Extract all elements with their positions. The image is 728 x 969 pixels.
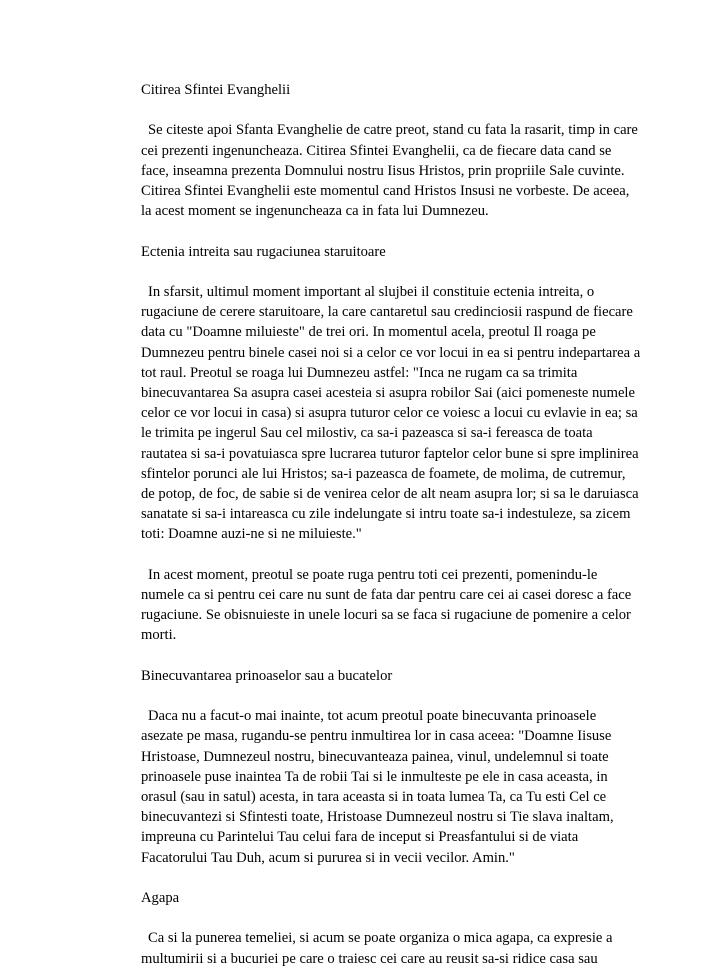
paragraph-text: In acest moment, preotul se poate ruga pentru toti cei prezenti, pomenindu-le numele ca si pentru cei care nu sunt de fata dar pentru care cei ai casei doresc a face rugaciune. Se obisnuieste in unele locuri sa se faca si rugaciune de pomenire a celor morti. [141,566,632,644]
paragraph-text: Ca si la punerea temeliei, si acum se poate organiza o mica agapa, ca expresie a multumirii si a bucuriei pe care o traiesc cei care au reusit sa-si ridice casa sau [141,930,613,967]
section-citirea-evangheliei [141,80,641,221]
paragraph [141,120,641,221]
paragraph [141,928,641,968]
document-page [141,80,641,969]
paragraph [141,565,641,646]
section-heading: Agapa [141,890,180,907]
paragraph [141,706,641,868]
section-agapa [141,888,641,969]
section-heading: Ectenia intreita sau rugaciunea staruitoare [141,243,386,260]
section-binecuvantarea-prinoaselor [141,666,641,868]
paragraph-text: Se citeste apoi Sfanta Evanghelie de catre preot, stand cu fata la rasarit, timp in care cei prezenti ingenuncheaza. Citirea Sfintei Evanghelii, ca de fiecare data cand se face, inseamna prezenta Domnului nostru Iisus Hristos, prin propriile Sale cuvinte. Citirea Sfintei Evanghelii este momentul cand Hristos Insusi ne vorbeste. De aceea, la acest moment se ingenuncheaza ca in fata lui Dumnezeu. [141,122,638,220]
section-heading: Binecuvantarea prinoaselor sau a bucatelor [141,667,393,684]
paragraph-text: Daca nu a facut-o mai inainte, tot acum preotul poate binecuvanta prinoasele asezate pe masa, rugandu-se pentru inmultirea lor in casa aceea: "Doamne Iisuse Hristoase, Dumnezeul nostru, binecuvanteaza painea, vinul, undelemnul si toate prinoasele puse inaintea Ta de robii Tai si le inmulteste pe ele in casa aceasta, in orasul (sau in satul) acesta, in tara aceasta si in toata lumea Ta, ca Tu esti Cel ce binecuvantezi si Sfintesti toate, Hristoase Dumnezeul nostru si Tie slava inaltam, impreuna cu Parintelui Tau celui fara de inceput si Preasfantului si de viata Facatorului Tau Duh, acum si pururea si in vecii vecilor. Amin." [141,708,614,866]
section-ectenia-intreita [141,242,641,646]
paragraph [141,282,641,545]
paragraph-text: In sfarsit, ultimul moment important al slujbei il constituie ectenia intreita, o rugaciune de cerere staruitoare, la care cantaretul sau credinciosii raspund de fiecare data cu "Doamne miluieste" de trei ori. In momentul acela, preotul Il roaga pe Dumnezeu pentru binele casei noi si a celor ce vor locui in ea si pentru indepartarea a tot raul. Preotul se roaga lui Dumnezeu astfel: "Inca ne rugam ca sa trimita binecuvantarea Sa asupra casei acesteia si asupra robilor Sai (aici pomeneste numele celor ce vor locui in casa) si asupra tuturor celor ce voiesc a locui cu evlavie in ea; sa le trimita pe ingerul Sau cel milostiv, ca sa-i pazeasca si sa-i fereasca de toata rautatea si sa-i povatuiasca spre lucrarea tuturor faptelor celor bune si spre implinirea sfintelor porunci ale lui Hristos; sa-i pazeasca de foamete, de molima, de cutremur, de potop, de foc, de sabie si de venirea celor de alt neam asupra lor; si sa le daruiasca sanatate si sa-i intareasca cu zile indelungate si intru toate sa-i indestuleze, sa zicem toti: Doamne auzi-ne si ne miluieste." [141,283,641,543]
section-heading: Citirea Sfintei Evanghelii [141,82,291,98]
